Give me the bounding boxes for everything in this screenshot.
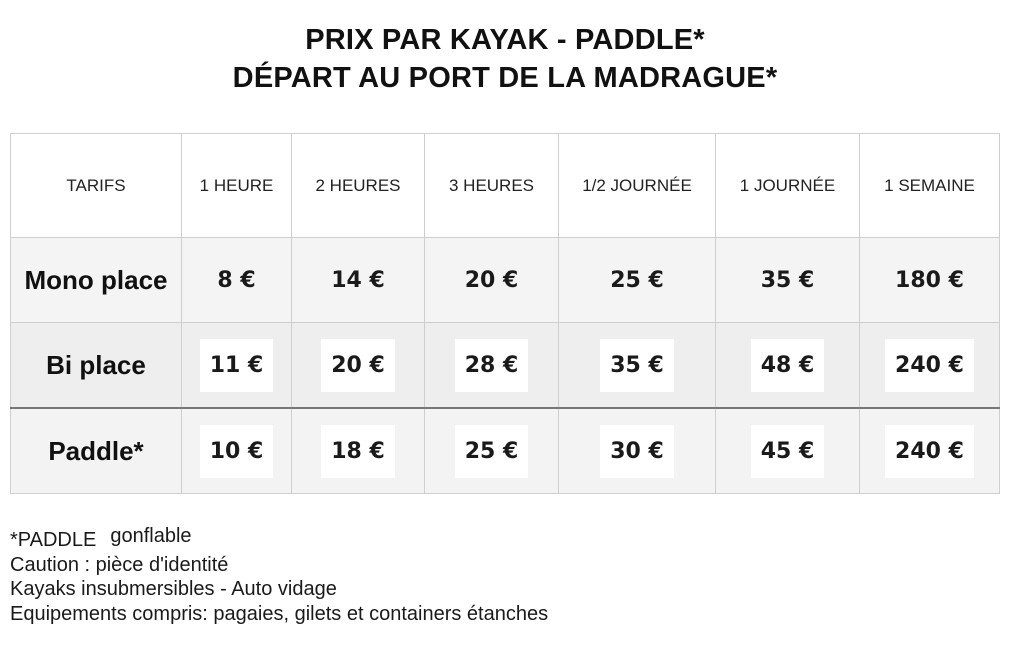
price-cell	[425, 323, 559, 409]
note-paddle-label: *PADDLE	[10, 529, 97, 551]
price-value: 28 €	[455, 339, 529, 392]
price-value: 180 €	[885, 254, 974, 307]
note-paddle-type: gonflable	[110, 525, 192, 547]
price-value: 10 €	[200, 425, 274, 478]
price-cell	[559, 408, 716, 494]
column-header: 1 HEURE	[182, 134, 292, 238]
column-header: 1 JOURNÉE	[716, 134, 860, 238]
price-value: 18 €	[321, 425, 395, 478]
price-value: 20 €	[321, 339, 395, 392]
price-cell	[425, 238, 559, 323]
row-label: Paddle*	[11, 408, 182, 494]
price-value: 240 €	[885, 339, 974, 392]
price-cell	[716, 238, 860, 323]
note-kayaks: Kayaks insubmersibles - Auto vidage	[10, 578, 337, 600]
table-row	[11, 323, 1000, 409]
price-cell	[559, 238, 716, 323]
price-cell	[182, 323, 292, 409]
price-cell	[182, 238, 292, 323]
price-value: 45 €	[751, 425, 825, 478]
price-cell	[716, 408, 860, 494]
price-cell	[860, 408, 1000, 494]
price-cell	[425, 408, 559, 494]
note-paddle	[10, 525, 548, 553]
price-value: 25 €	[600, 254, 674, 307]
notes-block	[10, 525, 549, 626]
price-cell	[292, 238, 425, 323]
row-label: Bi place	[11, 323, 182, 409]
table-header-row	[11, 134, 1000, 238]
page-subtitle: DÉPART AU PORT DE LA MADRAGUE*	[232, 62, 778, 94]
page-title: PRIX PAR KAYAK - PADDLE*	[305, 24, 705, 56]
price-cell	[182, 408, 292, 494]
table-row	[11, 238, 1000, 323]
price-value: 25 €	[455, 425, 529, 478]
note-equipment: Equipements compris: pagaies, gilets et containers étanches	[10, 602, 549, 625]
price-cell	[716, 323, 860, 409]
price-cell	[860, 323, 1000, 409]
price-cell	[292, 323, 425, 409]
price-value: 48 €	[751, 339, 825, 392]
price-cell	[292, 408, 425, 494]
column-header: TARIFS	[11, 134, 182, 238]
price-value: 14 €	[321, 254, 395, 307]
price-value: 11 €	[200, 339, 274, 392]
price-cell	[860, 238, 1000, 323]
price-value: 35 €	[600, 339, 674, 392]
column-header: 2 HEURES	[292, 134, 425, 238]
price-value: 240 €	[885, 425, 974, 478]
column-header: 1/2 JOURNÉE	[559, 134, 716, 238]
price-table	[10, 133, 1000, 494]
price-value: 20 €	[455, 254, 529, 307]
column-header: 3 HEURES	[425, 134, 559, 238]
column-header: 1 SEMAINE	[860, 134, 1000, 238]
price-value: 35 €	[751, 254, 825, 307]
price-value: 8 €	[207, 254, 265, 307]
row-label: Mono place	[11, 238, 182, 323]
price-value: 30 €	[600, 425, 674, 478]
price-cell	[559, 323, 716, 409]
table-row	[11, 408, 1000, 494]
note-caution: Caution : pièce d'identité	[10, 553, 229, 576]
